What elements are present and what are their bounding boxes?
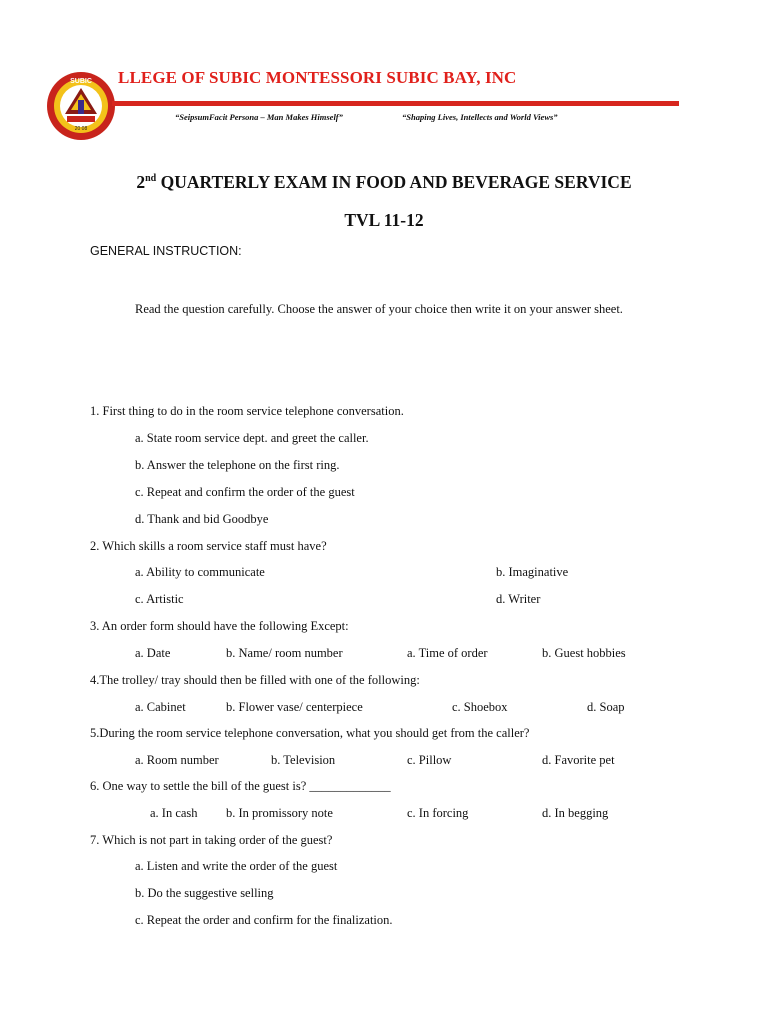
question-7-option-b: b. Do the suggestive selling [135, 886, 274, 900]
header-rule [112, 101, 679, 106]
question-5-option-a: a. Room number [135, 753, 219, 767]
question-2-option-d: d. Writer [496, 592, 541, 606]
exam-subtitle: TVL 11-12 [344, 210, 424, 230]
question-6-option-a: a. In cash [150, 806, 198, 820]
exam-title-text: QUARTERLY EXAM IN FOOD AND BEVERAGE SERVICE [156, 172, 632, 192]
exam-title-ordinal: nd [145, 173, 157, 185]
question-4-option-d: d. Soap [587, 700, 625, 714]
question-5-option-c: c. Pillow [407, 753, 452, 767]
exam-title [0, 172, 768, 193]
question-2: 2. Which skills a room service staff must have? [90, 539, 327, 553]
question-3-option-a: a. Date [135, 646, 171, 660]
motto-left: “SeipsumFacit Persona – Man Makes Himself” [175, 112, 343, 122]
question-6-option-c: c. In forcing [407, 806, 469, 820]
question-1-option-c: c. Repeat and confirm the order of the guest [135, 485, 355, 499]
school-name: LLEGE OF SUBIC MONTESSORI SUBIC BAY, INC [118, 68, 517, 87]
question-7: 7. Which is not part in taking order of the guest? [90, 833, 333, 847]
question-6: 6. One way to settle the bill of the guest is? _____________ [90, 779, 391, 793]
question-6-option-d: d. In begging [542, 806, 609, 820]
question-2-option-a: a. Ability to communicate [135, 565, 265, 579]
question-2-option-c: c. Artistic [135, 592, 184, 606]
question-5-option-b: b. Television [271, 753, 336, 767]
motto-right: “Shaping Lives, Intellects and World Views” [402, 112, 558, 122]
question-3: 3. An order form should have the following Except: [90, 619, 349, 633]
question-4: 4.The trolley/ tray should then be filled with one of the following: [90, 673, 420, 687]
question-1-option-d: d. Thank and bid Goodbye [135, 512, 269, 526]
question-3-option-c: a. Time of order [407, 646, 488, 660]
instruction-body: Read the question carefully. Choose the answer of your choice then write it on your answer sheet. [135, 302, 623, 316]
question-5: 5.During the room service telephone conversation, what you should get from the caller? [90, 726, 530, 740]
question-4-option-c: c. Shoebox [452, 700, 508, 714]
question-2-option-b: b. Imaginative [496, 565, 569, 579]
school-logo [45, 70, 117, 142]
question-1-option-b: b. Answer the telephone on the first ring. [135, 458, 340, 472]
question-6-option-b: b. In promissory note [226, 806, 333, 820]
instruction-heading: GENERAL INSTRUCTION: [90, 244, 242, 258]
question-7-option-c: c. Repeat the order and confirm for the finalization. [135, 913, 393, 927]
question-4-option-b: b. Flower vase/ centerpiece [226, 700, 363, 714]
exam-title-number: 2 [136, 172, 146, 192]
logo-text: SUBIC [70, 78, 92, 85]
question-1-option-a: a. State room service dept. and greet the caller. [135, 431, 369, 445]
question-1: 1. First thing to do in the room service telephone conversation. [90, 404, 404, 418]
question-4-option-a: a. Cabinet [135, 700, 186, 714]
question-5-option-d: d. Favorite pet [542, 753, 615, 767]
question-7-option-a: a. Listen and write the order of the guest [135, 859, 338, 873]
logo-year: 20 08 [74, 126, 88, 132]
question-3-option-b: b. Name/ room number [226, 646, 343, 660]
question-3-option-d: b. Guest hobbies [542, 646, 626, 660]
